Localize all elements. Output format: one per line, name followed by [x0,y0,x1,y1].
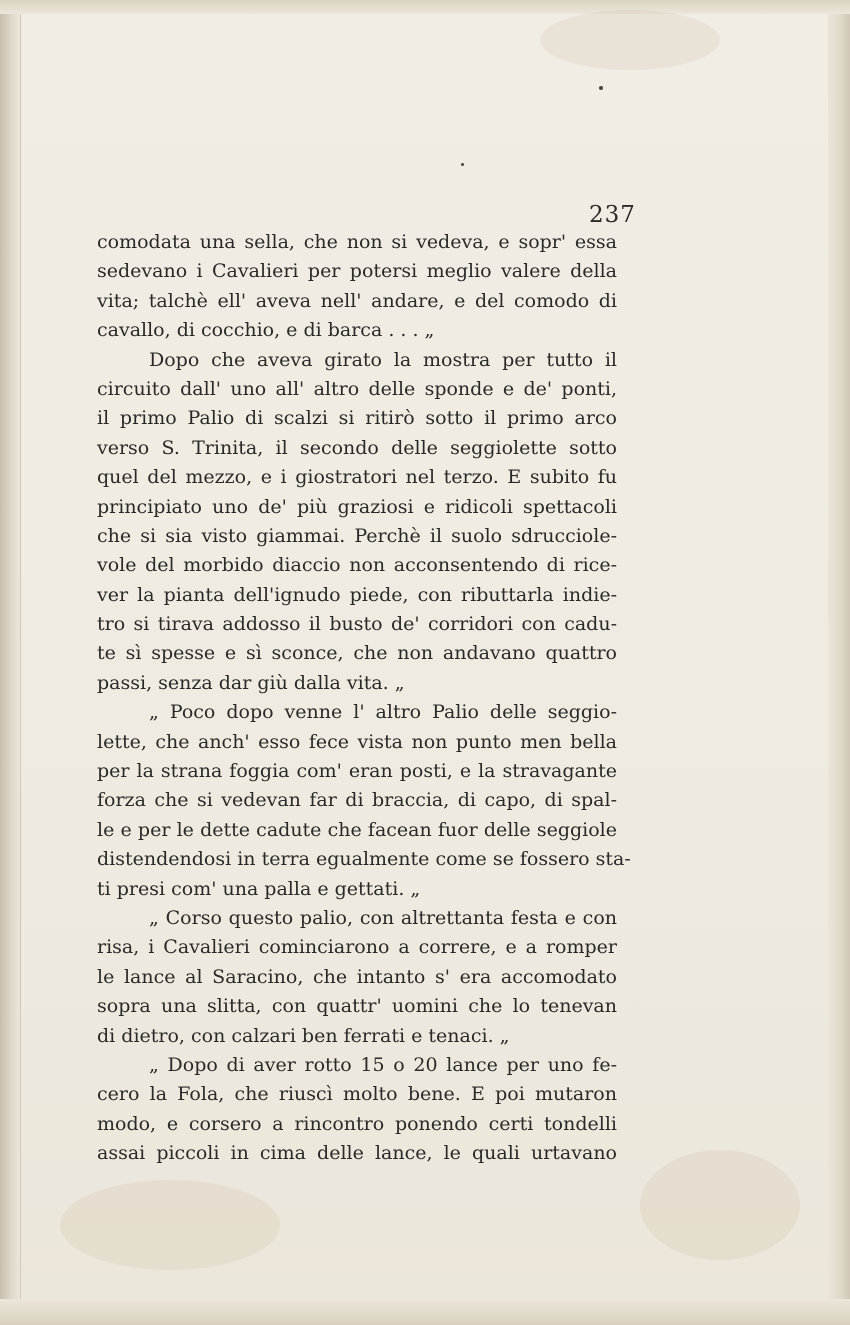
text-line: lette, che anch' esso fece vista non punto men bella [97,730,617,753]
top-page-edge [0,0,850,14]
text-line: il primo Palio di scalzi si ritirò sotto il primo arco [97,407,617,430]
bottom-page-edge [0,1299,850,1325]
text-line: ver la pianta dell'ignudo piede, con ributtarla indie- [97,583,617,606]
text-line: vole del morbido diaccio non acconsentendo di rice- [97,554,617,577]
text-line: assai piccoli in cima delle lance, le quali urtavano [97,1142,617,1165]
text-line: le e per le dette cadute che facean fuor delle seggiole [97,818,617,841]
text-line: circuito dall' uno all' altro delle sponde e de' ponti, [97,377,617,400]
text-line: „ Poco dopo venne l' altro Palio delle seggio- [149,701,617,724]
text-line: di dietro, con calzari ben ferrati e tenaci. „ [97,1024,510,1047]
text-line: quel del mezzo, e i giostratori nel terzo. E subito fu [97,466,617,489]
page-text [97,228,631,1169]
ink-speck [461,163,464,166]
text-line: distendendosi in terra egualmente come se fossero sta- [97,848,631,871]
paper-stain [60,1180,280,1270]
text-line: vita; talchè ell' aveva nell' andare, e del comodo di [97,289,617,312]
text-line: „ Dopo di aver rotto 15 o 20 lance per uno fe- [149,1053,617,1076]
right-page-edge [828,0,850,1325]
text-line: per la strana foggia com' eran posti, e la stravagante [97,760,617,783]
text-line: sedevano i Cavalieri per potersi meglio valere della [97,260,617,283]
left-binding-edge [0,0,21,1325]
text-line: cavallo, di cocchio, e di barca . . . „ [97,319,435,342]
text-line: sopra una slitta, con quattr' uomini che lo tenevan [97,995,617,1018]
text-line: tro si tirava addosso il busto de' corridori con cadu- [97,613,617,636]
text-line: modo, e corsero a rincontro ponendo certi tondelli [97,1112,617,1135]
text-line: te sì spesse e sì sconce, che non andavano quattro [97,642,617,665]
text-line: ti presi com' una palla e gettati. „ [97,877,421,900]
text-line: cero la Fola, che riuscì molto bene. E poi mutaron [97,1083,617,1106]
text-line: comodata una sella, che non si vedeva, e sopr' essa [97,231,617,253]
text-line: verso S. Trinita, il secondo delle seggiolette sotto [97,436,617,459]
text-line: „ Corso questo palio, con altrettanta festa e con [149,906,617,929]
text-line: principiato uno de' più graziosi e ridicoli spettacoli [97,495,617,518]
text-line: le lance al Saracino, che intanto s' era accomodato [97,965,617,988]
paper-stain [540,10,720,70]
page-number: 237 [589,202,636,228]
text-line: che si sia visto giammai. Perchè il suolo sdrucciole- [97,524,617,547]
text-line: forza che si vedevan far di braccia, di capo, di spal- [97,789,617,812]
text-line: risa, i Cavalieri cominciarono a correre, e a romper [97,936,617,959]
ink-speck [599,86,603,90]
text-line: passi, senza dar giù dalla vita. „ [97,671,405,694]
text-line: Dopo che aveva girato la mostra per tutto il [149,348,617,371]
paper-stain [640,1150,800,1260]
